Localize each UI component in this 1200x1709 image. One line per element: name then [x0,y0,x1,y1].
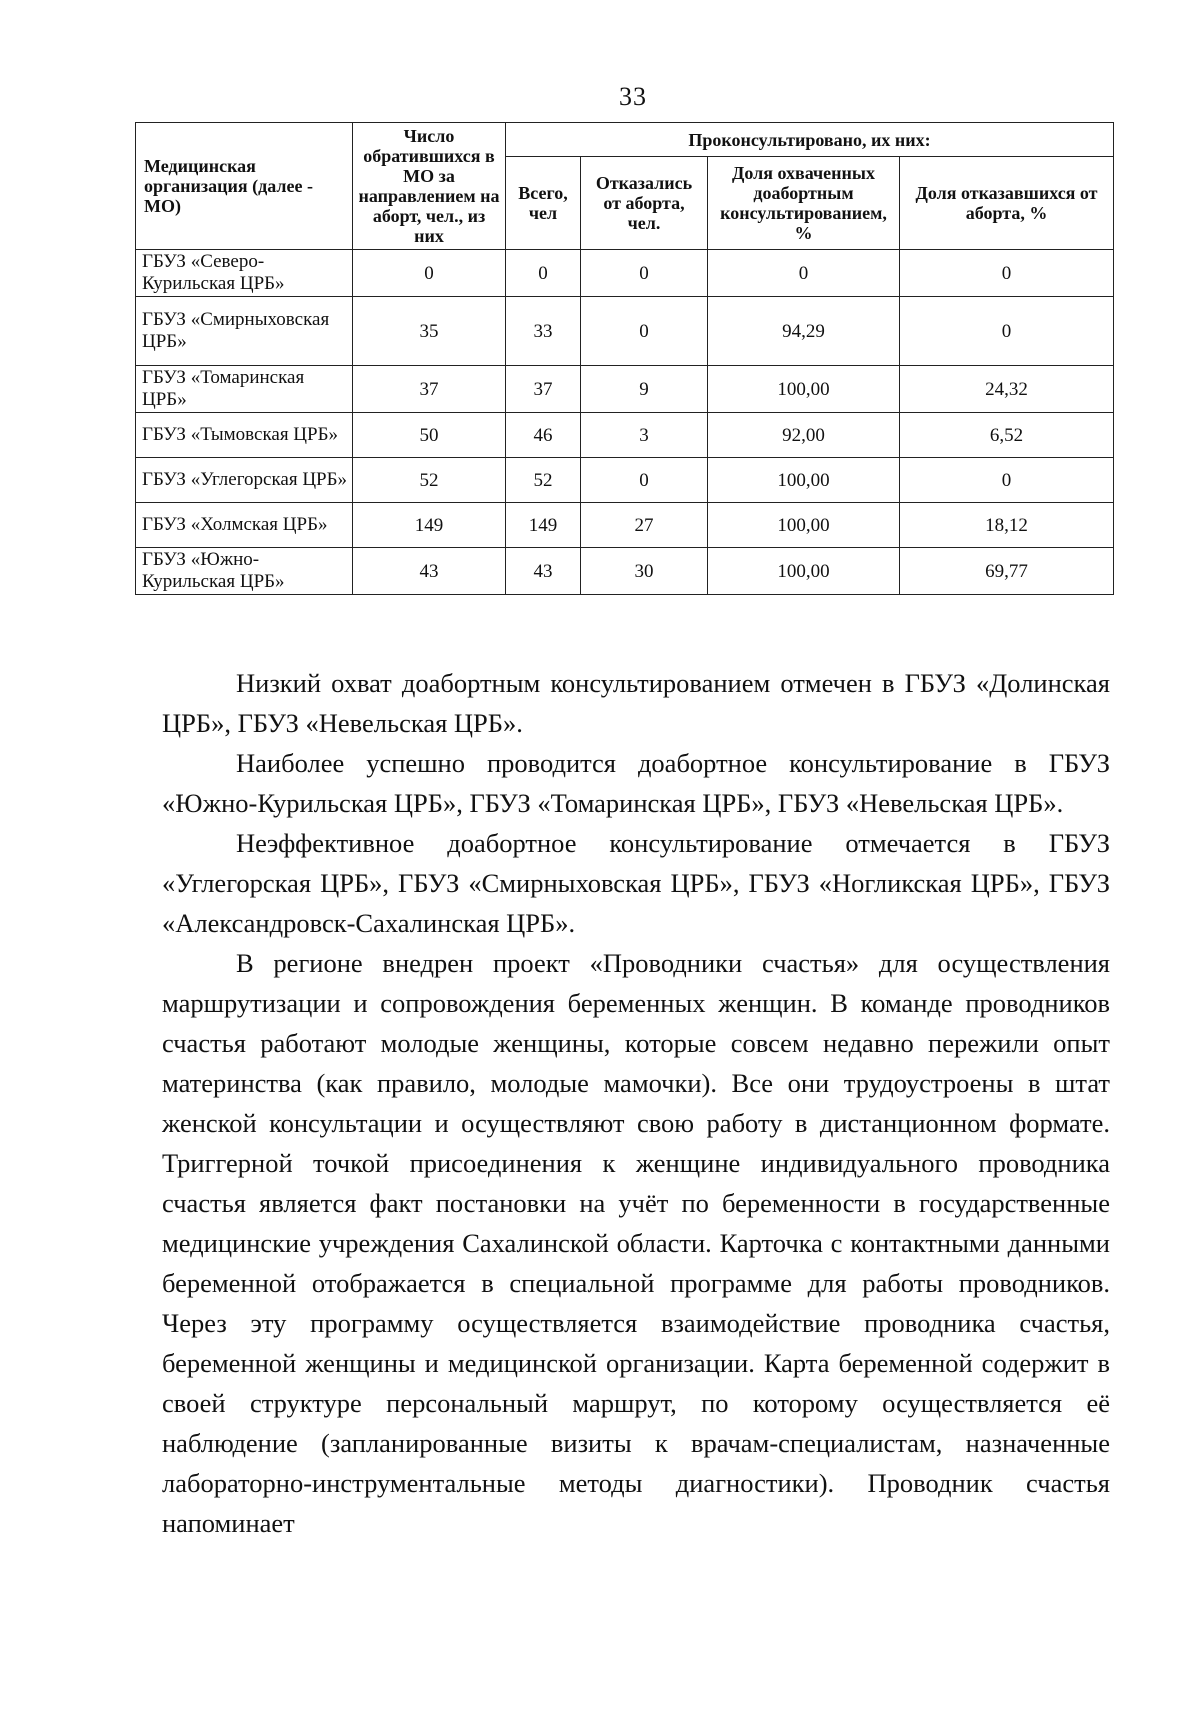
cell-refused-share: 0 [900,250,1114,297]
cell-applied: 149 [353,503,506,548]
cell-coverage: 92,00 [708,413,900,458]
cell-total: 52 [506,458,581,503]
cell-org: ГБУЗ «Углегорская ЦРБ» [136,458,353,503]
cell-org: ГБУЗ «Томаринская ЦРБ» [136,366,353,413]
table-row [136,297,1114,366]
cell-org: ГБУЗ «Смирныховская ЦРБ» [136,297,353,366]
header-total: Всего, чел [506,157,581,250]
cell-applied: 50 [353,413,506,458]
header-org: Медицинская организация (далее - МО) [136,123,353,250]
cell-total: 43 [506,548,581,595]
cell-coverage: 100,00 [708,366,900,413]
cell-org: ГБУЗ «Северо-Курильская ЦРБ» [136,250,353,297]
cell-total: 46 [506,413,581,458]
cell-total: 37 [506,366,581,413]
cell-applied: 0 [353,250,506,297]
header-refused: Отказались от аборта, чел. [581,157,708,250]
header-coverage: Доля охваченных доабортным консультированием, % [708,157,900,250]
header-consulted-group: Проконсультировано, их них: [506,123,1114,157]
table-row [136,458,1114,503]
abortion-counseling-table [135,122,1114,595]
cell-org: ГБУЗ «Тымовская ЦРБ» [136,413,353,458]
cell-refused: 0 [581,297,708,366]
table-row [136,548,1114,595]
paragraph-low-coverage: Низкий охват доабортным консультированием отмечен в ГБУЗ «Долинская ЦРБ», ГБУЗ «Невельская ЦРБ». [162,668,1110,738]
cell-applied: 35 [353,297,506,366]
table-row [136,413,1114,458]
header-applied: Число обратившихся в МО за направлением на аборт, чел., из них [353,123,506,250]
table-row [136,250,1114,297]
cell-refused-share: 0 [900,458,1114,503]
cell-coverage: 0 [708,250,900,297]
cell-coverage: 100,00 [708,548,900,595]
cell-total: 0 [506,250,581,297]
cell-applied: 37 [353,366,506,413]
body-text [162,663,1110,1543]
header-refused-share: Доля отказавшихся от аборта, % [900,157,1114,250]
table-row [136,366,1114,413]
page-number: 33 [619,82,647,111]
cell-applied: 43 [353,548,506,595]
stats-table-container [135,122,1113,595]
cell-refused: 27 [581,503,708,548]
cell-total: 149 [506,503,581,548]
table-row [136,503,1114,548]
table-header-row [136,123,1114,157]
cell-org: ГБУЗ «Холмская ЦРБ» [136,503,353,548]
cell-refused: 0 [581,458,708,503]
cell-refused-share: 69,77 [900,548,1114,595]
cell-coverage: 94,29 [708,297,900,366]
cell-refused-share: 6,52 [900,413,1114,458]
cell-org: ГБУЗ «Южно-Курильская ЦРБ» [136,548,353,595]
paragraph-successful-counseling: Наиболее успешно проводится доабортное консультирование в ГБУЗ «Южно-Курильская ЦРБ», ГБУЗ «Томаринская ЦРБ», ГБУЗ «Невельская ЦРБ». [162,748,1110,818]
cell-refused-share: 18,12 [900,503,1114,548]
cell-refused: 3 [581,413,708,458]
cell-refused-share: 0 [900,297,1114,366]
cell-refused-share: 24,32 [900,366,1114,413]
paragraph-ineffective-counseling: Неэффективное доабортное консультирование отмечается в ГБУЗ «Углегорская ЦРБ», ГБУЗ «Смирныховская ЦРБ», ГБУЗ «Ногликская ЦРБ», ГБУЗ «Александровск-Сахалинская ЦРБ». [162,828,1110,938]
cell-total: 33 [506,297,581,366]
cell-coverage: 100,00 [708,503,900,548]
cell-refused: 9 [581,366,708,413]
cell-applied: 52 [353,458,506,503]
cell-refused: 0 [581,250,708,297]
paragraph-happiness-guides-project: В регионе внедрен проект «Проводники счастья» для осуществления маршрутизации и сопровождения беременных женщин. В команде проводников счастья работают молодые женщины, которые совсем недавно пережили опыт материнства (как правило, молодые мамочки). Все они трудоустроены в штат женской консультации и осуществляют свою работу в дистанционном формате. Триггерной точкой присоединения к женщине индивидуального проводника счастья является факт постановки на учёт по беременности в государственные медицинские учреждения Сахалинской области. Карточка с контактными данными беременной отображается в специальной программе для работы проводников. Через эту программу осуществляется взаимодействие проводника счастья, беременной женщины и медицинской организации. Карта беременной содержит в своей структуре персональный маршрут, по которому осуществляется её наблюдение (запланированные визиты к врачам-специалистам, назначенные лабораторно-инструментальные методы диагностики). Проводник счастья напоминает [162,948,1110,1538]
cell-coverage: 100,00 [708,458,900,503]
cell-refused: 30 [581,548,708,595]
